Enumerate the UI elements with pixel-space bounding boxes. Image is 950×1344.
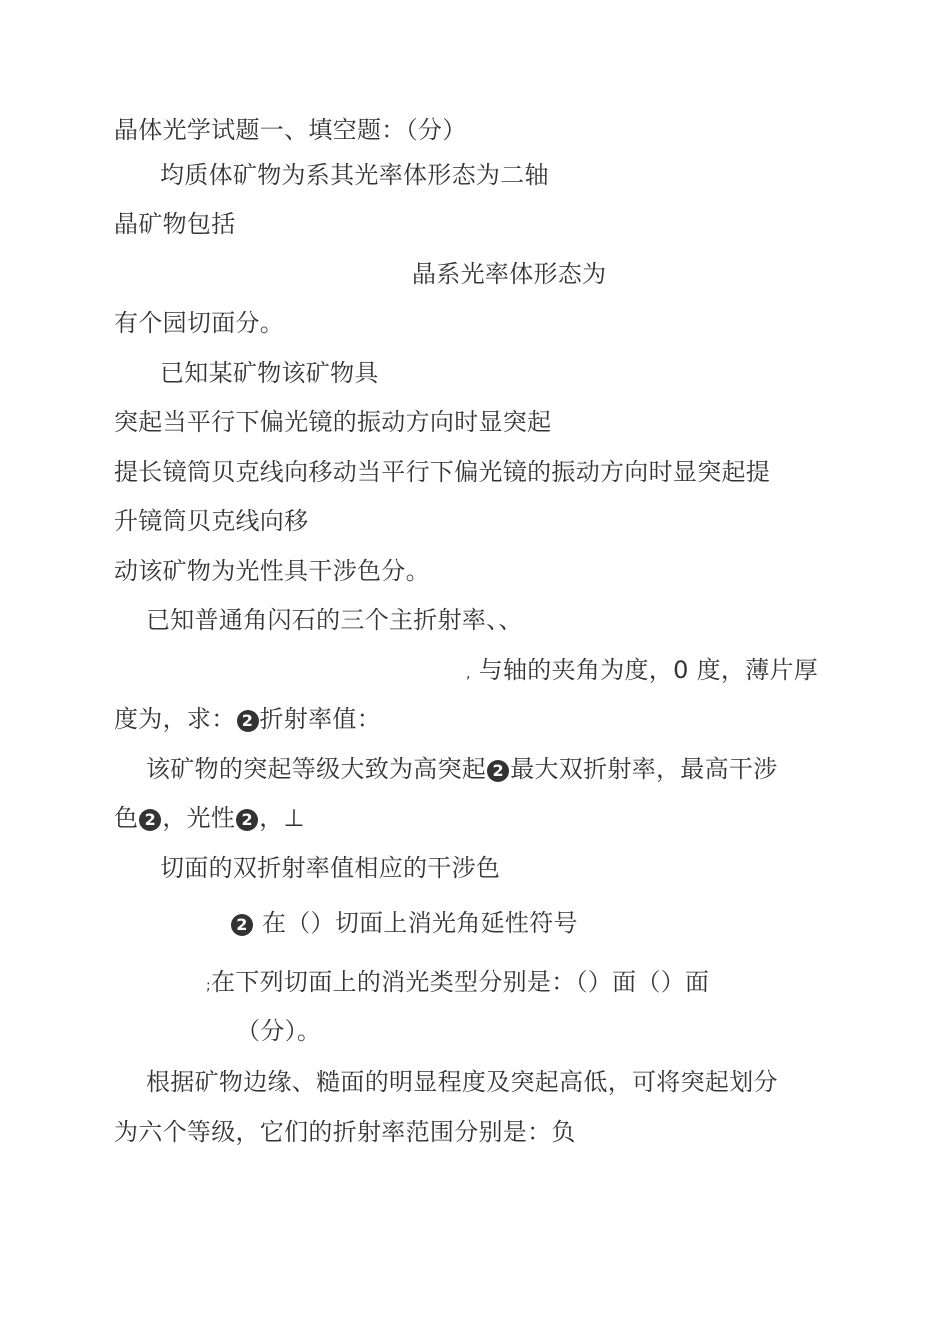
- text-segment: 最大双折射率，最高干涉: [510, 755, 778, 783]
- text-line: 有个园切面分。: [114, 309, 285, 337]
- text-line: 提长镜筒贝克线向移动当平行下偏光镜的振动方向时显突起提: [114, 458, 771, 486]
- text-segment: 度为，求：: [114, 705, 236, 733]
- text-line: [114, 703, 381, 735]
- text-segment: 在下列切面上的消光类型分别是：（）面（）面: [211, 968, 710, 996]
- text-line: [206, 966, 709, 1002]
- text-line: [466, 654, 818, 690]
- text-line: （分）。: [236, 1017, 322, 1045]
- text-line: 动该矿物为光性具干涉色分。: [114, 557, 430, 585]
- text-segment: ，⊥: [259, 804, 305, 832]
- text-line: [146, 753, 778, 785]
- text-line: 切面的双折射率值相应的干涉色: [160, 854, 501, 882]
- circled-number-icon: 2: [231, 914, 253, 936]
- circled-number-icon: 2: [487, 760, 509, 782]
- semicolon-mark: ;: [206, 978, 212, 994]
- circled-number-icon: 2: [237, 710, 259, 732]
- text-line: 已知某矿物该矿物具: [160, 359, 379, 387]
- text-segment: 在（）切面上消光角延性符号: [261, 909, 578, 937]
- text-line: [230, 907, 578, 939]
- text-segment: 该矿物的突起等级大致为高突起: [146, 755, 487, 783]
- text-line: [114, 802, 305, 834]
- circled-number-icon: 2: [139, 809, 161, 831]
- text-segment: 折射率值：: [259, 705, 381, 733]
- text-segment: ，光性: [162, 804, 236, 832]
- text-line: 根据矿物边缘、糙面的明显程度及突起高低，可将突起划分: [146, 1068, 778, 1096]
- text-line: 已知普通角闪石的三个主折射率、、: [146, 606, 523, 634]
- text-segment: 与轴的夹角为度，0 度，薄片厚: [478, 656, 819, 684]
- text-line: 晶系光率体形态为: [412, 260, 607, 288]
- text-line: 突起当平行下偏光镜的振动方向时显突起: [114, 408, 552, 436]
- text-line: 晶矿物包括: [114, 210, 236, 238]
- circled-number-icon: 2: [236, 809, 258, 831]
- text-line: 升镜筒贝克线向移: [114, 507, 309, 535]
- comma-mark: ,: [466, 666, 471, 682]
- text-segment: 色: [114, 804, 139, 832]
- text-line: 晶体光学试题一、填空题：（分）: [114, 116, 467, 144]
- text-line: 为六个等级，它们的折射率范围分别是：负: [114, 1118, 576, 1146]
- text-line: 均质体矿物为系其光率体形态为二轴: [160, 161, 549, 189]
